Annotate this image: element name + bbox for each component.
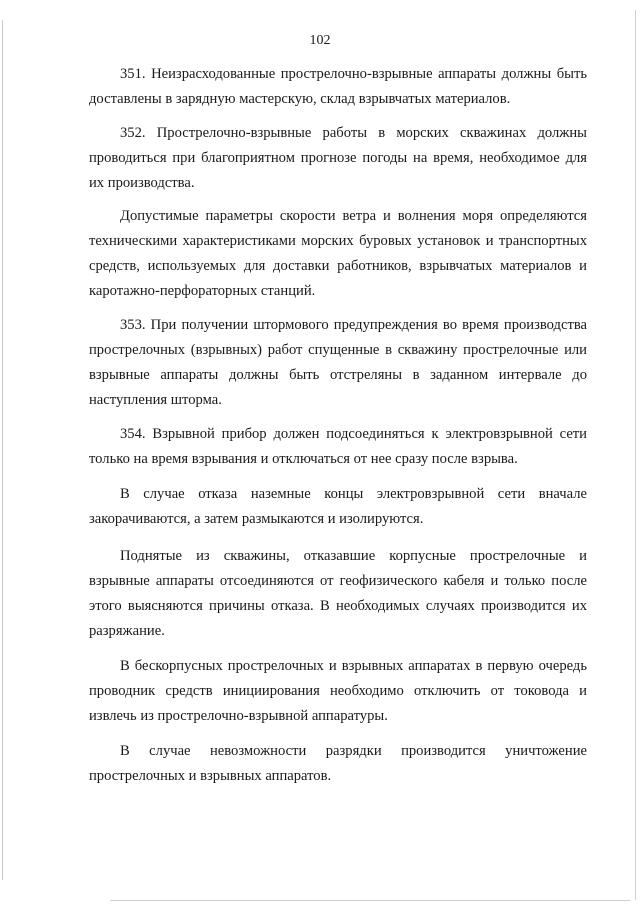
paragraph-353: 353. При получении штормового предупреждения во время производства прострелочных (взрывных) работ спущенные в скважину прострелочные или взрывные аппараты должны быть отстреляны в заданном интервале до наступления шторма. bbox=[89, 317, 587, 408]
paragraph-failure-case: В случае отказа наземные концы электровзрывной сети вначале закорачиваются, а затем размыкаются и изолируются. bbox=[89, 486, 587, 527]
scan-edge-bottom bbox=[110, 900, 630, 901]
document-body bbox=[89, 62, 587, 789]
paragraph-wind-parameters: Допустимые параметры скорости ветра и волнения моря определяются техническими характеристиками морских буровых установок и транспортных средств, используемых для доставки работников, взрывчатых материалов и каротажно-перфораторных станций. bbox=[89, 208, 587, 299]
scan-edge-left bbox=[2, 20, 3, 880]
paragraph-354: 354. Взрывной прибор должен подсоединяться к электровзрывной сети только на время взрывания и отключаться от нее сразу после взрыва. bbox=[89, 426, 587, 467]
paragraph-raised-apparatus: Поднятые из скважины, отказавшие корпусные прострелочные и взрывные аппараты отсоединяются от геофизического кабеля и только после этого выясняются причины отказа. В необходимых случаях производится их разряжание. bbox=[89, 548, 587, 639]
paragraph-351: 351. Неизрасходованные прострелочно-взрывные аппараты должны быть доставлены в зарядную мастерскую, склад взрывчатых материалов. bbox=[89, 66, 587, 107]
paragraph-destruction: В случае невозможности разрядки производится уничтожение прострелочных и взрывных аппаратов. bbox=[89, 743, 587, 784]
paragraph-caseless-apparatus: В бескорпусных прострелочных и взрывных аппаратах в первую очередь проводник средств инициирования необходимо отключить от токовода и извлечь из прострелочно-взрывной аппаратуры. bbox=[89, 658, 587, 724]
paragraph-352: 352. Прострелочно-взрывные работы в морских скважинах должны проводиться при благоприятном прогнозе погоды на время, необходимое для их производства. bbox=[89, 125, 587, 191]
scan-edge-right bbox=[635, 10, 636, 900]
page-number: 102 bbox=[309, 33, 331, 48]
